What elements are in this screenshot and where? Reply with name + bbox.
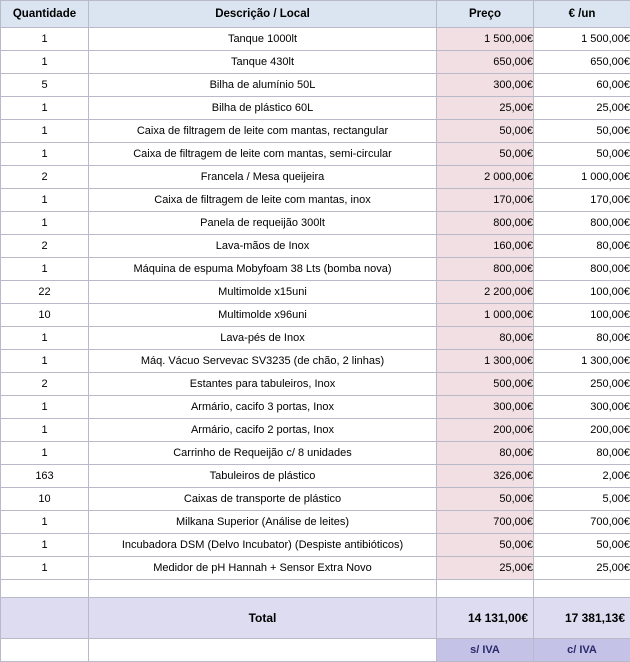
- table-row: [1, 258, 630, 281]
- cell-unit-price: 80,00€: [534, 442, 630, 465]
- table-body: [1, 1, 630, 662]
- table-row: [1, 51, 630, 74]
- cell-description: Caixa de filtragem de leite com mantas, inox: [89, 189, 437, 212]
- table-header-row: [1, 1, 630, 28]
- cell-quantity: 1: [1, 511, 89, 534]
- total-price: 14 131,00€: [437, 598, 534, 639]
- cell-price: 300,00€: [437, 396, 534, 419]
- cell-price: 50,00€: [437, 120, 534, 143]
- cell-quantity: 2: [1, 235, 89, 258]
- table-row: [1, 488, 630, 511]
- table-row: [1, 511, 630, 534]
- table-row: [1, 143, 630, 166]
- cell-description: Multimolde x96uni: [89, 304, 437, 327]
- cell-price: 160,00€: [437, 235, 534, 258]
- cell-quantity: 10: [1, 304, 89, 327]
- cell-unit-price: 800,00€: [534, 258, 630, 281]
- cell-description: Carrinho de Requeijão c/ 8 unidades: [89, 442, 437, 465]
- cell-quantity: 10: [1, 488, 89, 511]
- table-row: [1, 189, 630, 212]
- cell-description: Caixa de filtragem de leite com mantas, semi-circular: [89, 143, 437, 166]
- tax-label-row: [1, 639, 630, 662]
- cell-description: Bilha de alumínio 50L: [89, 74, 437, 97]
- table-row: [1, 350, 630, 373]
- cell-unit-price: 50,00€: [534, 143, 630, 166]
- cell-unit-price: 300,00€: [534, 396, 630, 419]
- table-row: [1, 97, 630, 120]
- cell-quantity: 1: [1, 327, 89, 350]
- cell-description: Panela de requeijão 300lt: [89, 212, 437, 235]
- spacer-cell-description: [89, 580, 437, 598]
- cell-quantity: 1: [1, 258, 89, 281]
- cell-price: 50,00€: [437, 488, 534, 511]
- cell-price: 50,00€: [437, 143, 534, 166]
- cell-price: 326,00€: [437, 465, 534, 488]
- cell-quantity: 2: [1, 166, 89, 189]
- table-row: [1, 396, 630, 419]
- table-row: [1, 327, 630, 350]
- cell-price: 500,00€: [437, 373, 534, 396]
- cell-description: Caixas de transporte de plástico: [89, 488, 437, 511]
- cell-unit-price: 800,00€: [534, 212, 630, 235]
- table-row: [1, 166, 630, 189]
- cell-price: 650,00€: [437, 51, 534, 74]
- spacer-cell-quantity: [1, 580, 89, 598]
- cell-description: Tabuleiros de plástico: [89, 465, 437, 488]
- cell-description: Tanque 430lt: [89, 51, 437, 74]
- cell-quantity: 1: [1, 189, 89, 212]
- cell-unit-price: 80,00€: [534, 327, 630, 350]
- cell-quantity: 1: [1, 396, 89, 419]
- cell-price: 80,00€: [437, 442, 534, 465]
- cell-unit-price: 250,00€: [534, 373, 630, 396]
- cell-unit-price: 50,00€: [534, 120, 630, 143]
- cell-unit-price: 80,00€: [534, 235, 630, 258]
- total-label: Total: [89, 598, 437, 639]
- table-row: [1, 419, 630, 442]
- tax-label-without-vat: s/ IVA: [437, 639, 534, 662]
- column-header-price: Preço: [437, 1, 534, 28]
- cell-quantity: 163: [1, 465, 89, 488]
- cell-quantity: 1: [1, 51, 89, 74]
- table-row: [1, 465, 630, 488]
- cell-unit-price: 25,00€: [534, 97, 630, 120]
- cell-price: 80,00€: [437, 327, 534, 350]
- table-row: [1, 534, 630, 557]
- cell-unit-price: 2,00€: [534, 465, 630, 488]
- cell-price: 200,00€: [437, 419, 534, 442]
- table-row: [1, 557, 630, 580]
- column-header-quantity: Quantidade: [1, 1, 89, 28]
- cell-quantity: 1: [1, 212, 89, 235]
- table-row: [1, 74, 630, 97]
- total-row: [1, 598, 630, 639]
- cell-description: Armário, cacifo 3 portas, Inox: [89, 396, 437, 419]
- cell-description: Estantes para tabuleiros, Inox: [89, 373, 437, 396]
- cell-unit-price: 1 500,00€: [534, 28, 630, 51]
- cell-price: 300,00€: [437, 74, 534, 97]
- cell-price: 2 000,00€: [437, 166, 534, 189]
- cell-description: Máquina de espuma Mobyfoam 38 Lts (bomba nova): [89, 258, 437, 281]
- cell-price: 1 300,00€: [437, 350, 534, 373]
- table-row: [1, 235, 630, 258]
- column-header-unit-price: € /un: [534, 1, 630, 28]
- cell-quantity: 5: [1, 74, 89, 97]
- cell-description: Caixa de filtragem de leite com mantas, rectangular: [89, 120, 437, 143]
- cell-description: Incubadora DSM (Delvo Incubator) (Despiste antibióticos): [89, 534, 437, 557]
- cell-description: Francela / Mesa queijeira: [89, 166, 437, 189]
- cell-price: 25,00€: [437, 97, 534, 120]
- cell-description: Máq. Vácuo Servevac SV3235 (de chão, 2 linhas): [89, 350, 437, 373]
- column-header-description: Descrição / Local: [89, 1, 437, 28]
- cell-price: 1 500,00€: [437, 28, 534, 51]
- cell-price: 800,00€: [437, 258, 534, 281]
- cell-quantity: 1: [1, 143, 89, 166]
- cell-price: 25,00€: [437, 557, 534, 580]
- cell-price: 50,00€: [437, 534, 534, 557]
- cell-quantity: 1: [1, 28, 89, 51]
- cell-unit-price: 5,00€: [534, 488, 630, 511]
- cell-description: Lava-mãos de Inox: [89, 235, 437, 258]
- cell-description: Tanque 1000lt: [89, 28, 437, 51]
- table-row: [1, 28, 630, 51]
- cell-quantity: 22: [1, 281, 89, 304]
- cell-description: Multimolde x15uni: [89, 281, 437, 304]
- cell-unit-price: 100,00€: [534, 281, 630, 304]
- cell-description: Milkana Superior (Análise de leites): [89, 511, 437, 534]
- cell-quantity: 1: [1, 120, 89, 143]
- footer-blank-quantity: [1, 639, 89, 662]
- cell-unit-price: 60,00€: [534, 74, 630, 97]
- table-row: [1, 373, 630, 396]
- spacer-cell-unit: [534, 580, 630, 598]
- spacer-row: [1, 580, 630, 598]
- cell-quantity: 1: [1, 557, 89, 580]
- cell-description: Bilha de plástico 60L: [89, 97, 437, 120]
- total-blank-cell: [1, 598, 89, 639]
- cell-unit-price: 170,00€: [534, 189, 630, 212]
- table-row: [1, 442, 630, 465]
- cell-description: Medidor de pH Hannah + Sensor Extra Novo: [89, 557, 437, 580]
- table-row: [1, 120, 630, 143]
- footer-blank-description: [89, 639, 437, 662]
- cell-unit-price: 1 000,00€: [534, 166, 630, 189]
- cell-price: 800,00€: [437, 212, 534, 235]
- cell-price: 700,00€: [437, 511, 534, 534]
- cell-description: Lava-pés de Inox: [89, 327, 437, 350]
- cell-price: 170,00€: [437, 189, 534, 212]
- cell-unit-price: 1 300,00€: [534, 350, 630, 373]
- tax-label-with-vat: c/ IVA: [534, 639, 630, 662]
- cell-quantity: 1: [1, 442, 89, 465]
- cell-unit-price: 25,00€: [534, 557, 630, 580]
- cell-unit-price: 100,00€: [534, 304, 630, 327]
- cell-quantity: 1: [1, 97, 89, 120]
- cell-price: 2 200,00€: [437, 281, 534, 304]
- table-row: [1, 212, 630, 235]
- spacer-cell-price: [437, 580, 534, 598]
- cell-price: 1 000,00€: [437, 304, 534, 327]
- cell-unit-price: 50,00€: [534, 534, 630, 557]
- cell-description: Armário, cacifo 2 portas, Inox: [89, 419, 437, 442]
- cell-quantity: 2: [1, 373, 89, 396]
- cell-quantity: 1: [1, 419, 89, 442]
- cell-quantity: 1: [1, 534, 89, 557]
- table-row: [1, 281, 630, 304]
- cell-quantity: 1: [1, 350, 89, 373]
- table-row: [1, 304, 630, 327]
- total-unit-price: 17 381,13€: [534, 598, 630, 639]
- cell-unit-price: 200,00€: [534, 419, 630, 442]
- cell-unit-price: 700,00€: [534, 511, 630, 534]
- cell-unit-price: 650,00€: [534, 51, 630, 74]
